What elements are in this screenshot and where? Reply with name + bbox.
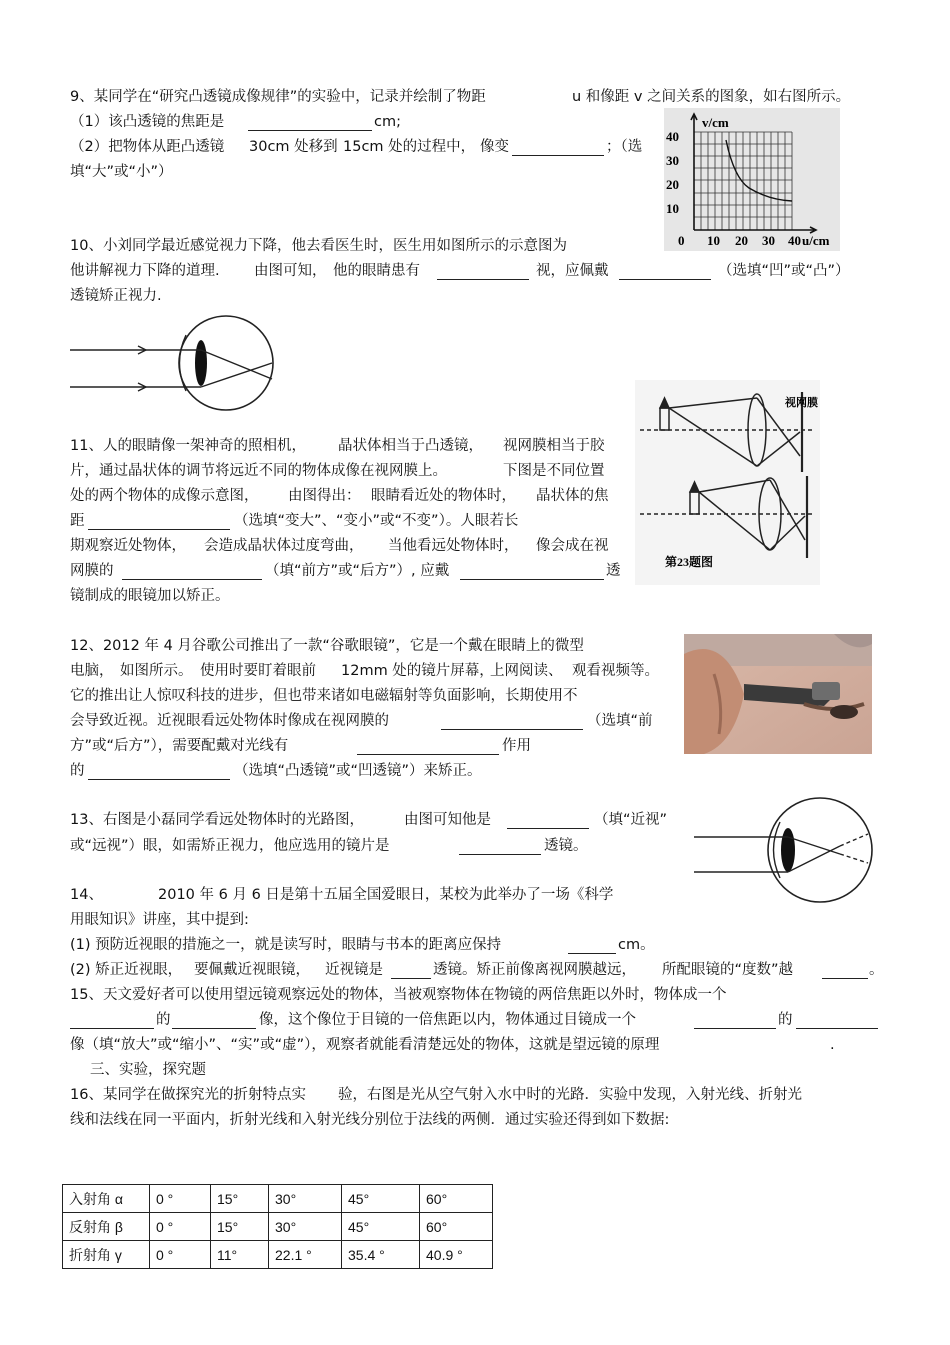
q15-line3a: 像（填“放大”或“缩小”、“实”或“虚”），观察者就能看清楚远处的物体，这就是望远镜的原理: [70, 1037, 660, 1053]
q9-line3a: （2）把物体从距凸透镜: [70, 139, 225, 155]
q14-line2: 用眼知识》讲座，其中提到:: [70, 912, 249, 928]
table-cell: 45°: [342, 1185, 420, 1213]
q15-blank-1[interactable]: [70, 1010, 154, 1029]
q9-line3c: 15cm 处的过程中，: [343, 139, 476, 155]
table-cell: 30°: [269, 1213, 342, 1241]
q13-eye-type-blank[interactable]: [507, 810, 589, 829]
q14-distance-blank[interactable]: [568, 935, 616, 954]
q14-line4e: 所配眼镜的“度数”越: [662, 962, 794, 978]
q11-line7: 镜制成的眼镜加以矫正。: [70, 588, 230, 604]
q11-line1b: 晶状体相当于凸透镜，: [338, 438, 483, 454]
q9-line2a: （1）该凸透镜的焦距是: [70, 114, 225, 130]
y-tick-40: 40: [666, 129, 679, 144]
q11-line1c: 视网膜相当于胶: [503, 438, 605, 454]
section-heading: 三、实验，探究题: [90, 1062, 206, 1078]
q11-line3a: 处的两个物体的成像示意图，: [70, 488, 259, 504]
table-row: [63, 1213, 493, 1241]
q14-line4c: 近视镜是: [325, 962, 383, 978]
q12-line4b: （选填“前: [587, 713, 653, 729]
table-cell: 22.1 °: [269, 1241, 342, 1269]
q11-line5d: 像会成在视: [536, 538, 609, 554]
google-glass-photo: [684, 634, 872, 754]
table-cell: 0 °: [150, 1185, 211, 1213]
q13-line1c: （填“近视”: [594, 812, 668, 828]
q11-line1a: 11、人的眼睛像一架神奇的照相机，: [70, 438, 306, 454]
q11-line3b: 由图得出：: [288, 488, 361, 504]
q14-line1a: 14、: [70, 887, 103, 903]
q10-line2b: 由图可知，: [254, 263, 327, 279]
y-axis-label: v/cm: [702, 115, 729, 130]
q15-line1: 15、天文爱好者可以使用望远镜观察远处的物体，当被观察物体在物镜的两倍焦距以外时，物体成一个: [70, 987, 727, 1003]
row-label-incident: 入射角 α: [63, 1185, 150, 1213]
q10-lens-blank[interactable]: [619, 261, 711, 280]
q12-line2e: 上网阅读、: [490, 663, 563, 679]
q15-line3b: .: [830, 1037, 835, 1053]
q14-line4b: 要佩戴近视眼镜，: [194, 962, 310, 978]
q10-line2c: 他的眼睛患有: [333, 263, 420, 279]
y-tick-30: 30: [666, 153, 679, 168]
q12-line5b: 作用: [502, 738, 531, 754]
q14-line4d: 透镜。矫正前像离视网膜越远，: [433, 962, 636, 978]
eye-diagram-q13: [692, 794, 882, 906]
q14-degree-blank[interactable]: [822, 960, 868, 979]
q9-line4: 填“大”或“小”）: [70, 164, 173, 180]
q10-eye-condition-blank[interactable]: [437, 261, 529, 280]
table-cell: 15°: [211, 1185, 269, 1213]
q11-line5a: 期观察近处物体，: [70, 538, 186, 554]
figure-caption: 第23题图: [665, 555, 714, 569]
table-cell: 0 °: [150, 1241, 211, 1269]
q10-line2d: 视，应佩戴: [536, 263, 609, 279]
q11-line3d: 晶状体的焦: [536, 488, 609, 504]
x-tick-40: 40: [788, 233, 801, 248]
q12-line2c: 使用时要盯着眼前: [200, 663, 316, 679]
q9-line3b: 30cm 处移到: [249, 139, 338, 155]
table-row: [63, 1241, 493, 1269]
y-tick-10: 10: [666, 201, 679, 216]
q9-image-change-blank[interactable]: [512, 137, 604, 156]
x-tick-30: 30: [762, 233, 775, 248]
q11-line2a: 片，通过晶状体的调节将远近不同的物体成像在视网膜上。: [70, 463, 447, 479]
q11-line5b: 会造成晶状体过度弯曲，: [204, 538, 364, 554]
q15-line2b: 像，这个像位于目镜的一倍焦距以内，物体通过目镜成一个: [259, 1012, 636, 1028]
q16-line1b: 验，右图是光从空气射入水中时的光路．实验中发现，入射光线、折射光: [338, 1087, 802, 1103]
table-cell: 11°: [211, 1241, 269, 1269]
x-tick-0: 0: [678, 233, 685, 248]
q14-line1b: 2010 年 6 月 6 日是第十五届全国爱眼日，某校为此举办了一场《科学: [158, 887, 614, 903]
q12-line6a: 的: [70, 763, 85, 779]
q9-line1a: 9、某同学在“研究凸透镜成像规律”的实验中，记录并绘制了物距: [70, 89, 486, 105]
q11-focal-blank[interactable]: [88, 511, 230, 530]
q9-focal-length-blank[interactable]: [248, 112, 372, 131]
x-axis-label: u/cm: [802, 233, 830, 248]
q15-blank-4[interactable]: [796, 1010, 878, 1029]
row-label-refraction: 折射角 γ: [63, 1241, 150, 1269]
q13-line2a: 或“远视”）眼，如需矫正视力，他应选用的镜片是: [70, 838, 390, 854]
q12-line2d: 12mm 处的镜片屏幕，: [341, 663, 494, 679]
q15-blank-3[interactable]: [694, 1010, 776, 1029]
q12-lens-blank[interactable]: [88, 761, 230, 780]
q14-lens-type-blank[interactable]: [391, 960, 431, 979]
q11-line4a: 距: [70, 513, 85, 529]
q12-position-blank[interactable]: [441, 711, 583, 730]
q12-line4a: 会导致近视。近视眼看远处物体时像成在视网膜的: [70, 713, 389, 729]
q14-line4f: 。: [869, 962, 884, 978]
y-tick-20: 20: [666, 177, 679, 192]
q15-blank-2[interactable]: [172, 1010, 256, 1029]
table-cell: 60°: [420, 1185, 493, 1213]
q12-line5a: 方”或“后方”），需要配戴对光线有: [70, 738, 289, 754]
q10-line3: 透镜矫正视力.: [70, 288, 162, 304]
q12-line6b: （选填“凸透镜”或“凹透镜”）来矫正。: [234, 763, 482, 779]
q11-line4b: （选填“变大”、“变小”或“不变”）。人眼若长: [234, 513, 519, 529]
q11-line5c: 当他看远处物体时，: [388, 538, 519, 554]
q11-line6b: （填“前方”或“后方”）, 应戴: [265, 563, 450, 579]
q10-line2e: （选填“凹”或“凸”）: [718, 263, 850, 279]
eye-diagram-q10: [68, 313, 278, 413]
table-cell: 35.4 °: [342, 1241, 420, 1269]
x-tick-20: 20: [735, 233, 748, 248]
q9-line1b: u 和像距 v 之间关系的图象，如右图所示。: [572, 89, 851, 105]
q11-position-blank[interactable]: [122, 561, 262, 580]
q14-line3b: cm。: [618, 937, 655, 953]
q14-line4a: (2) 矫正近视眼，: [70, 962, 183, 978]
q11-lens-blank[interactable]: [460, 561, 604, 580]
q13-line1a: 13、右图是小磊同学看远处物体时的光路图，: [70, 812, 364, 828]
table-cell: 60°: [420, 1213, 493, 1241]
x-tick-10: 10: [707, 233, 720, 248]
q12-effect-blank[interactable]: [357, 736, 499, 755]
table-cell: 30°: [269, 1185, 342, 1213]
q16-line1a: 16、某同学在做探究光的折射特点实: [70, 1087, 306, 1103]
lens-imaging-diagram: [635, 380, 820, 585]
q15-line2c: 的: [778, 1012, 793, 1028]
table-cell: 45°: [342, 1213, 420, 1241]
q9-line2b: cm;: [374, 114, 401, 130]
q13-line1b: 由图可知他是: [404, 812, 491, 828]
q10-line2a: 他讲解视力下降的道理.: [70, 263, 220, 279]
q9-line3e: ；（选: [606, 139, 643, 155]
table-cell: 40.9 °: [420, 1241, 493, 1269]
q10-line1: 10、小刘同学最近感觉视力下降，他去看医生时，医生用如图所示的示意图为: [70, 238, 567, 254]
table-cell: 0 °: [150, 1213, 211, 1241]
table-row: [63, 1185, 493, 1213]
q12-line1: 12、2012 年 4 月谷歌公司推出了一款“谷歌眼镜”，它是一个戴在眼睛上的微型: [70, 638, 584, 654]
q12-line2f: 观看视频等。: [572, 663, 659, 679]
q11-line2b: 下图是不同位置: [503, 463, 605, 479]
q12-line2a: 电脑，: [70, 663, 114, 679]
angle-data-table: [62, 1184, 493, 1269]
q16-line2: 线和法线在同一平面内，折射光线和入射光线分别位于法线的两侧．通过实验还得到如下数据:: [70, 1112, 670, 1128]
q11-line3c: 眼睛看近处的物体时，: [371, 488, 516, 504]
q13-lens-blank[interactable]: [459, 836, 541, 855]
q15-line2a: 的: [156, 1012, 171, 1028]
table-cell: 15°: [211, 1213, 269, 1241]
q11-line6a: 网膜的: [70, 563, 114, 579]
uv-graph: [664, 108, 840, 251]
q12-line2b: 如图所示。: [120, 663, 193, 679]
q9-line3d: 像变: [480, 139, 509, 155]
row-label-reflection: 反射角 β: [63, 1213, 150, 1241]
q13-line2b: 透镜。: [544, 838, 588, 854]
q11-line6c: 透: [606, 563, 621, 579]
retina-label: 视网膜: [785, 397, 818, 409]
q12-line3: 它的推出让人惊叹科技的进步，但也带来诸如电磁辐射等负面影响，长期使用不: [70, 688, 578, 704]
q14-line3a: (1) 预防近视眼的措施之一，就是读写时，眼睛与书本的距离应保持: [70, 937, 502, 953]
